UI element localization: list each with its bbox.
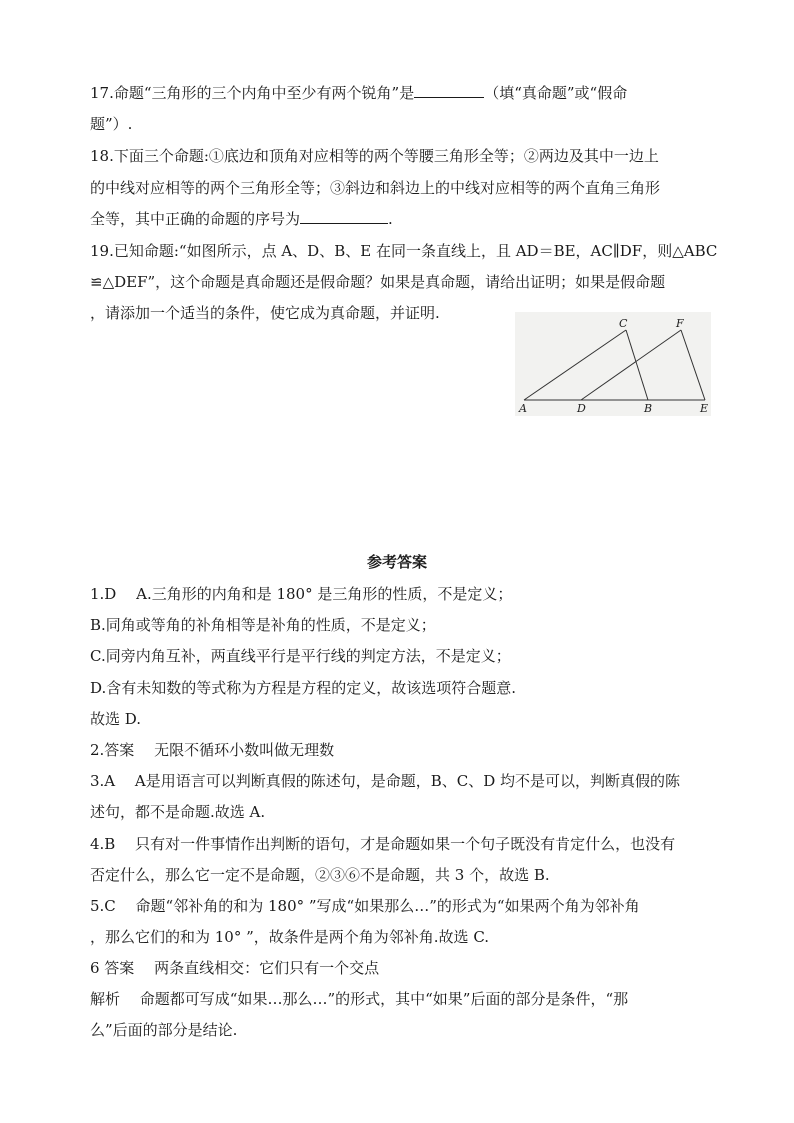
- answer-line: 4.B 只有对一件事情作出判断的语句，才是命题如果一个句子既没有肯定什么，也没有: [90, 835, 676, 853]
- answer-line: 述句，都不是命题.故选 A.: [90, 803, 266, 821]
- answer-line: 1.D A.三角形的内角和是 180° 是三角形的性质，不是定义；: [90, 585, 513, 603]
- geometry-figure: [515, 312, 711, 416]
- answer-line: 6 答案 两条直线相交：它们只有一个交点: [90, 959, 380, 977]
- q17-line-1: [90, 83, 627, 103]
- q19-line-2: ≌△DEF”，这个命题是真命题还是假命题？如果是真命题，请给出证明；如果是假命题: [90, 273, 666, 291]
- label-point-a: A: [519, 402, 527, 415]
- answer-line: 么”后面的部分是结论.: [90, 1021, 238, 1039]
- answer-line: D.含有未知数的等式称为方程是方程的定义，故该选项符合题意.: [90, 679, 517, 697]
- q19-line-3: ，请添加一个适当的条件，使它成为真命题，并证明.: [90, 304, 440, 322]
- answer-line: 5.C 命题“邻补角的和为 180° ”写成“如果那么…”的形式为“如果两个角为邻补角: [90, 897, 640, 915]
- label-point-f: F: [676, 317, 684, 330]
- answer-line: 故选 D.: [90, 710, 142, 728]
- q18-line-3: [90, 209, 393, 229]
- triangle-diagram: [515, 312, 711, 416]
- label-point-d: D: [577, 402, 586, 415]
- q19-line-1: 19.已知命题:“如图所示，点 A、D、B、E 在同一条直线上，且 AD＝BE，AC∥DF，则△ABC: [90, 242, 718, 260]
- label-point-c: C: [619, 317, 628, 330]
- q17-line-2: 题”）.: [90, 115, 133, 133]
- answer-line: 解析 命题都可写成“如果…那么…”的形式，其中“如果”后面的部分是条件，“那: [90, 990, 629, 1008]
- label-point-e: E: [700, 402, 709, 415]
- q17-text-b: （填“真命题”或“假命: [484, 84, 628, 102]
- q18-line-2: 的中线对应相等的两个三角形全等；③斜边和斜边上的中线对应相等的两个直角三角形: [90, 179, 661, 197]
- segment-ac: [524, 330, 626, 400]
- q18-answer-blank: [300, 209, 388, 224]
- label-point-b: B: [644, 402, 653, 415]
- segment-fe: [681, 330, 705, 400]
- answer-line: ，那么它们的和为 10° ”，故条件是两个角为邻补角.故选 C.: [90, 928, 490, 946]
- answer-line: 2.答案 无限不循环小数叫做无理数: [90, 741, 335, 759]
- answer-line: C.同旁内角互补，两直线平行是平行线的判定方法，不是定义；: [90, 647, 511, 665]
- segment-cb: [626, 330, 648, 400]
- q18-line-1: 18.下面三个命题:①底边和顶角对应相等的两个等腰三角形全等；②两边及其中一边上: [90, 147, 659, 165]
- answer-line: B.同角或等角的补角相等是补角的性质，不是定义；: [90, 616, 436, 634]
- answer-line: 3.A A是用语言可以判断真假的陈述句，是命题，B、C、D 均不是可以，判断真假的陈: [90, 772, 681, 790]
- q18-text-b: .: [388, 210, 393, 228]
- answer-line: 否定什么，那么它一定不是命题，②③⑥不是命题，共 3 个，故选 B.: [90, 866, 550, 884]
- q17-answer-blank: [414, 83, 484, 98]
- q17-text-a: 17.命题“三角形的三个内角中至少有两个锐角”是: [90, 84, 415, 102]
- segment-df: [581, 330, 681, 400]
- answer-key-title: 参考答案: [366, 553, 427, 571]
- q18-text-a: 全等，其中正确的命题的序号为: [90, 210, 301, 228]
